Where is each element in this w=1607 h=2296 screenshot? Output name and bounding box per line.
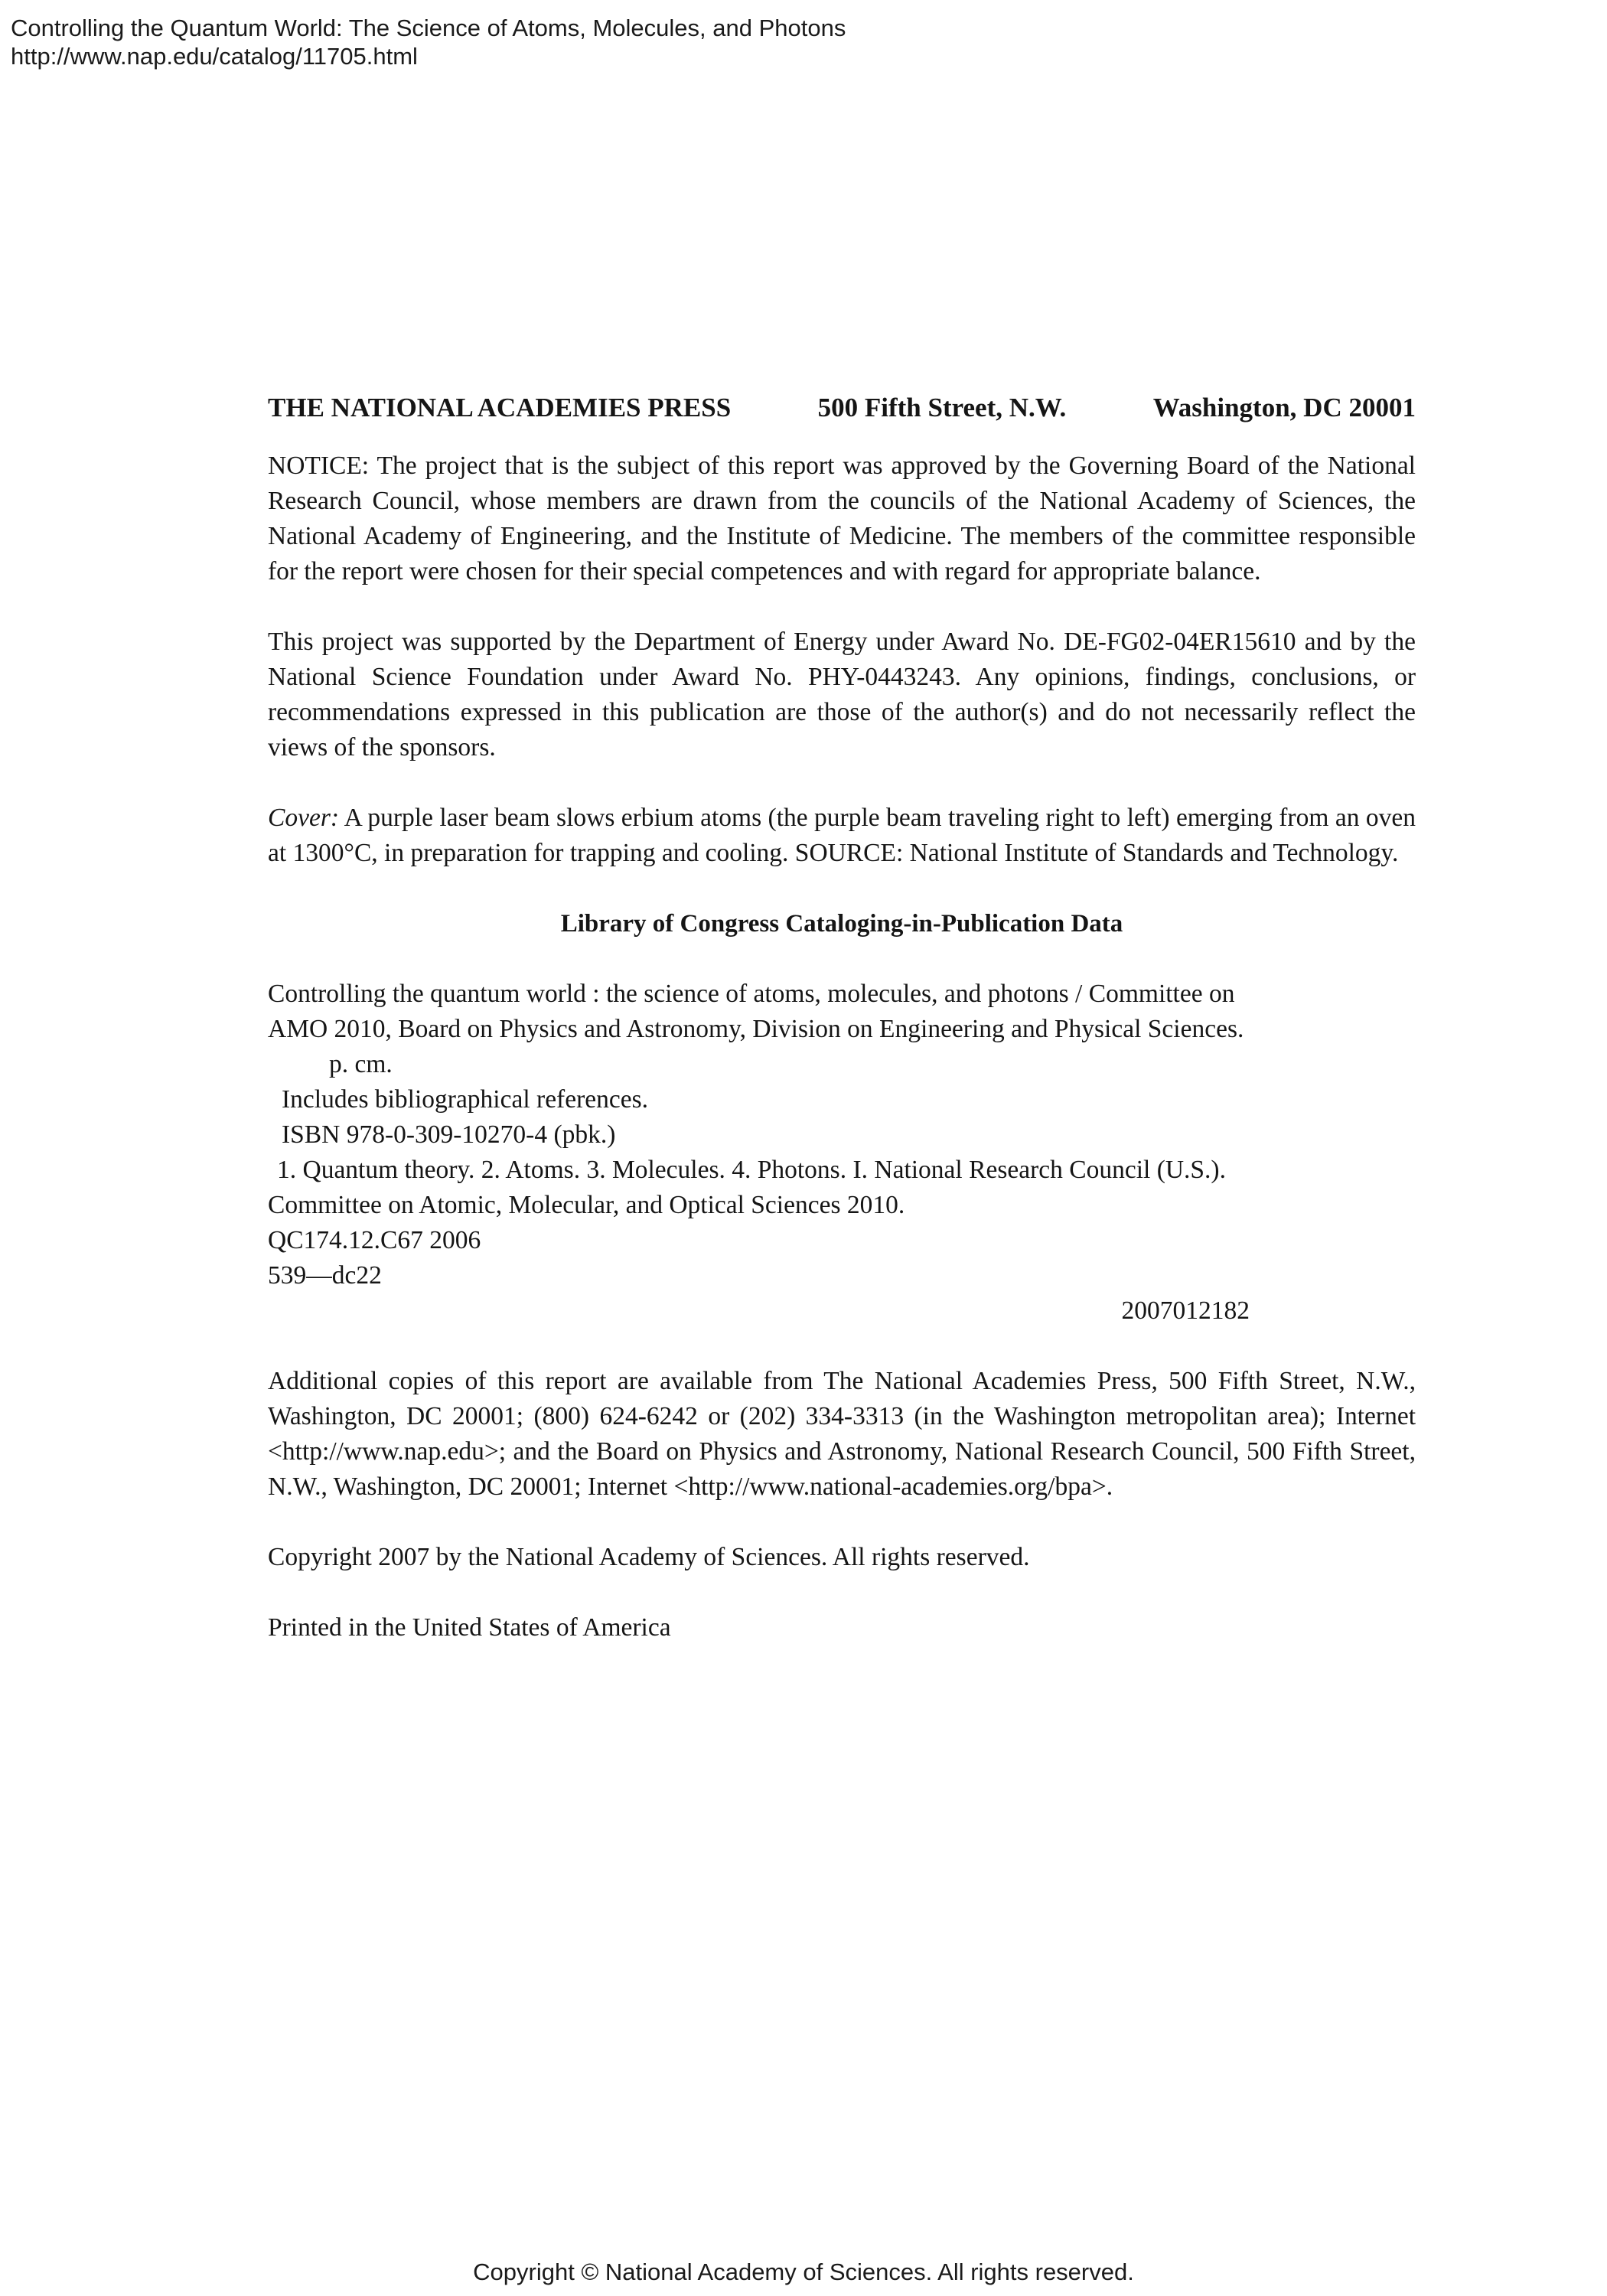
cip-line-title: Controlling the quantum world : the science of atoms, molecules, and photons / Committee on bbox=[268, 980, 1235, 1008]
publisher-street: 500 Fifth Street, N.W. bbox=[817, 393, 1067, 422]
cip-line-pcm: p. cm. bbox=[329, 1050, 393, 1078]
cip-line-title-cont: AMO 2010, Board on Physics and Astronomy, Division on Engineering and Physical Sciences. bbox=[268, 1015, 1244, 1043]
copyright-statement: Copyright 2007 by the National Academy of Sciences. All rights reserved. bbox=[268, 1543, 1030, 1571]
cip-line-isbn: ISBN 978-0-309-10270-4 (pbk.) bbox=[282, 1120, 616, 1149]
publisher-line bbox=[268, 390, 1416, 426]
cip-line-lc-class: QC174.12.C67 2006 bbox=[268, 1226, 481, 1254]
cip-control-number: 2007012182 bbox=[1121, 1296, 1250, 1325]
cover-label: Cover: bbox=[268, 804, 340, 832]
support-paragraph: This project was supported by the Department of Energy under Award No. DE-FG02-04ER15610 and by the National Science Foundation under Award No. PHY-0443243. Any opinions, findings, conclusions, or recommendations expressed in this publication are those of the author(s) and do not necessarily reflect the views of the sponsors. bbox=[268, 628, 1416, 762]
page-footer: Copyright © National Academy of Sciences. All rights reserved. bbox=[473, 2258, 1134, 2285]
notice-paragraph: NOTICE: The project that is the subject of this report was approved by the Governing Board of the National Research Council, whose members are drawn from the councils of the National Academy of Sciences, the National Academy of Engineering, and the Institute of Medicine. The members of the committee responsible for the report were chosen for their special competences and with regard for appropriate balance. bbox=[268, 452, 1416, 585]
cip-heading: Library of Congress Cataloging-in-Publication Data bbox=[560, 910, 1123, 938]
document-url: http://www.nap.edu/catalog/11705.html bbox=[11, 43, 418, 70]
copyright-page-content bbox=[268, 390, 1416, 1645]
cip-line-subjects: 1. Quantum theory. 2. Atoms. 3. Molecules. 4. Photons. I. National Research Council (U.S.). bbox=[277, 1156, 1226, 1184]
cip-line-dewey: 539—dc22 bbox=[268, 1261, 382, 1290]
additional-copies-paragraph: Additional copies of this report are available from The National Academies Press, 500 Fifth Street, N.W., Washington, DC 20001; (800) 624-6242 or (202) 334-3313 (in the Washington metropolitan area); Internet <http://www.nap.edu>; and the Board on Physics and Astronomy, National Research Council, 500 Fifth Street, N.W., Washington, DC 20001; Internet <http://www.national-academies.org/bpa>. bbox=[268, 1367, 1416, 1501]
cover-text: A purple laser beam slows erbium atoms (the purple beam traveling right to left) emerging from an oven at 1300°C, in preparation for trapping and cooling. SOURCE: National Institute of Standards and Technology. bbox=[268, 804, 1416, 867]
publisher-city: Washington, DC 20001 bbox=[1152, 393, 1416, 422]
document-title: Controlling the Quantum World: The Science of Atoms, Molecules, and Photons bbox=[11, 15, 846, 41]
cip-block bbox=[268, 977, 1377, 1329]
cover-paragraph bbox=[268, 801, 1416, 871]
printed-statement: Printed in the United States of America bbox=[268, 1613, 671, 1642]
cip-line-committee: Committee on Atomic, Molecular, and Optical Sciences 2010. bbox=[268, 1191, 905, 1219]
page-header bbox=[11, 14, 846, 70]
cip-line-references: Includes bibliographical references. bbox=[282, 1085, 649, 1114]
publisher-name: THE NATIONAL ACADEMIES PRESS bbox=[268, 393, 732, 422]
